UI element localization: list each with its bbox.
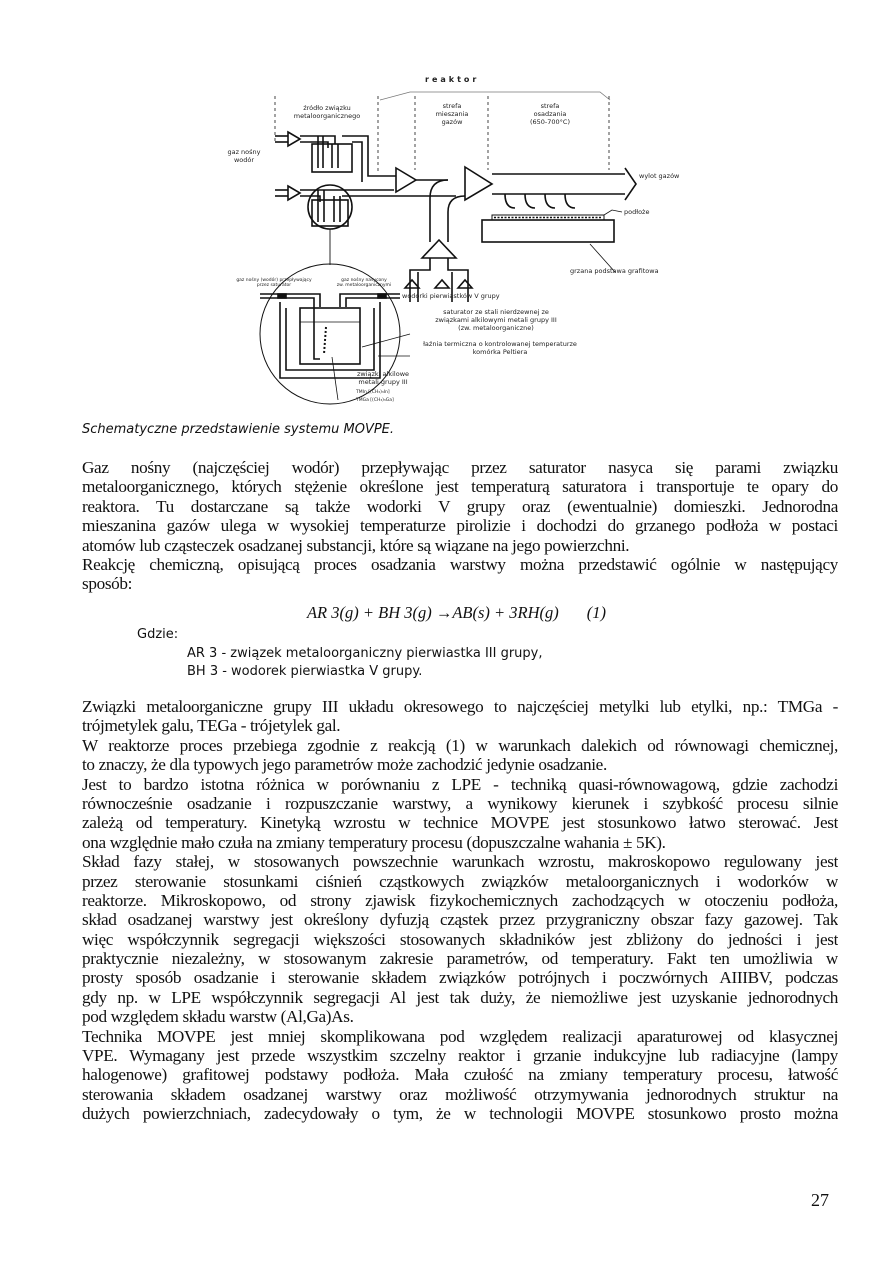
text-line: ona względnie mało czuła na zmiany temperatury procesu (dopuszczalne wahania ± 5K). [82, 832, 666, 852]
text-line: zależą od temperatury. Kinetyką wzrostu w technice MOVPE jest stosunkowo łatwo sterować. Jest [82, 813, 838, 833]
label-bath-line: komórka Peltiera [472, 348, 528, 356]
label-carrier-line: wodór [233, 156, 255, 164]
label-mixing-line: strefa [442, 102, 462, 110]
text-line: W reaktorze proces przebiega zgodnie z reakcją (1) w warunkach dalekich od równowagi chemicznej, [82, 735, 838, 755]
text-line: skład osadzanej warstwy jest określony dyfuzją cząstek przez przygraniczny obszar fazy gazowej. Tak [82, 910, 838, 930]
text-line: przez sterowanie stosunkami ciśnień cząstkowych związków metaloorganicznych i wodorków w [82, 871, 838, 891]
label-compounds-line: związki alkilowe [356, 370, 410, 378]
label-carrier-saturated [324, 278, 404, 288]
paragraph-intro [82, 458, 838, 594]
text-line: pod względem składu warstw (Al,Ga)As. [82, 1007, 354, 1027]
paragraph-main [82, 697, 838, 1124]
label-hydrides: wodorki pierwiastków V grupy [402, 292, 500, 300]
label-thermal-bath [410, 340, 590, 356]
text-line: atomów lub cząsteczek osadzanej substancji, które są wiązane na jego powierzchni. [82, 535, 630, 555]
text-line: Technika MOVPE jest mniej skomplikowana pod względem realizacji aparaturowej od klasycznej [82, 1026, 838, 1046]
label-carrier-through-line: przez saturator [256, 283, 292, 288]
text-line: reaktora. Tu dostarczane są także wodorki V grupy oraz (ewentualnie) domieszki. Jednorodna [82, 496, 838, 516]
text-line: metaloorganicznego, których stężenie określone jest temperaturą saturatora i transportuje te opary do [82, 477, 838, 497]
label-deposition-line: strefa [540, 102, 560, 110]
movpe-schematic-diagram [220, 72, 680, 417]
label-carrier-line: gaz nośny [227, 148, 261, 156]
text-line: gdy np. w LPE współczynnik segregacji Al jest tak duży, że niemożliwe jest uzyskanie jednorodnych [82, 987, 838, 1007]
text-line: reaktorze. Mikroskopowo, od strony zjawisk fizykochemicznych zachodzących w otoczeniu podłoża, [82, 890, 838, 910]
label-carrier-through-line: gaz nośny (wodór) przepływający [236, 278, 312, 283]
label-saturator-line: saturator ze stali nierdzewnej ze [443, 308, 549, 316]
label-carrier-saturated-line: gaz nośny nasycony [341, 278, 387, 283]
label-compounds-line: metali grupy III [358, 378, 408, 386]
label-saturator-line: (zw. metaloorganiczne) [458, 324, 534, 332]
text-line: sposób: [82, 574, 133, 594]
label-saturator-line: związkami alkilowymi metali grupy III [435, 316, 557, 324]
label-source [282, 104, 372, 120]
equation-text: AR 3(g) + BH 3(g) →AB(s) + 3RH(g) [306, 603, 559, 622]
label-tmga: TMGa [(CH₃)₃Ga] [356, 398, 394, 403]
chemical-equation [0, 603, 893, 623]
text-line: Skład fazy stałej, w stosowanych powszechnie warunkach wzrostu, makroskopowo regulowany jest [82, 852, 838, 872]
where-item: BH 3 - wodorek pierwiastka V grupy. [187, 664, 423, 679]
label-heated-base: grzana podstawa grafitowa [570, 267, 659, 275]
text-line: to znaczy, że dla typowych jego parametrów może zachodzić jedynie osadzanie. [82, 755, 607, 775]
text-line: Związki metaloorganiczne grupy III układu okresowego to najczęściej metylki lub etylki, np.: TMGa - [82, 697, 838, 716]
label-mixing-zone [420, 102, 484, 126]
where-label: Gdzie: [137, 627, 179, 642]
label-deposition-zone [500, 102, 600, 126]
label-reactor: reaktor [425, 75, 480, 84]
label-deposition-line: osadzania [533, 110, 567, 118]
page-number: 27 [811, 1190, 829, 1210]
label-source-line: źródło związku [303, 104, 351, 112]
text-line: dużych powierzchniach, zadecydowały o tym, że w technologii MOVPE stosunkowo prosto można [82, 1104, 838, 1124]
text-line: więc współczynnik segregacji większości stosowanych składników jest zbliżony do jedności i jest [82, 929, 838, 949]
text-line: halogenowe) grafitowej podstawy podłoża. Mała czułość na zmiany temperatury procesu, łatwość [82, 1065, 838, 1085]
text-line: sterowania składem osadzanej warstwy oraz możliwość otrzymywania jednorodnych struktur na [82, 1084, 838, 1104]
text-line: równocześnie osadzanie i rozpuszczanie warstwy, a wynikowy kierunek i szybkość procesu silnie [82, 793, 838, 813]
text-line: Gaz nośny (najczęściej wodór) przepływając przez saturator nasyca się parami związku [82, 458, 838, 477]
label-bath-line: łaźnia termiczna o kontrolowanej temperaturze [423, 340, 577, 348]
label-mixing-line: mieszania [435, 110, 469, 118]
label-substrate: podłoże [624, 208, 650, 216]
text-line: Reakcję chemiczną, opisującą proces osadzania warstwy można przedstawić ogólnie w następujący [82, 554, 838, 574]
label-carrier-saturated-line: zw. metaloorganicznymi [336, 283, 392, 288]
label-source-line: metaloorganicznego [293, 112, 361, 120]
where-item: AR 3 - związek metaloorganiczny pierwiastka III grupy, [187, 646, 543, 661]
label-alkyl-compounds [348, 370, 418, 386]
figure-caption: Schematyczne przedstawienie systemu MOVPE. [82, 422, 395, 437]
text-line: mieszanina gazów ulega w wysokiej temperaturze pirolizie i dochodzi do grzanego podłoża w postaci [82, 516, 838, 536]
label-deposition-line: (650-700°C) [529, 118, 571, 126]
label-carrier-gas [220, 148, 268, 164]
label-mixing-line: gazów [441, 118, 463, 126]
text-line: Jest to bardzo istotna różnica w porównaniu z LPE - techniką quasi-równowagową, gdzie zachodzi [82, 774, 838, 794]
text-line: VPE. Wymagany jest przede wszystkim szczelny reaktor i grzanie indukcyjne lub radiacyjne (lampy [82, 1046, 838, 1066]
label-carrier-through [226, 278, 322, 288]
text-line: prosty sposób osadzanie i sterowanie składem związków potrójnych i poczwórnych AIIIBV, podczas [82, 968, 838, 988]
label-saturator [406, 308, 586, 332]
text-line: trójmetylek galu, TEGa - trójetylek gal. [82, 716, 341, 736]
label-gas-outlet: wylot gazów [639, 172, 680, 180]
label-tmin: TMIn [(CH₃)₃In] [356, 390, 390, 395]
equation-number: (1) [586, 603, 607, 622]
text-line: praktycznie niezależny, w stosowanym zakresie parametrów, od temperatury. Fakt ten umożliwia w [82, 949, 838, 969]
